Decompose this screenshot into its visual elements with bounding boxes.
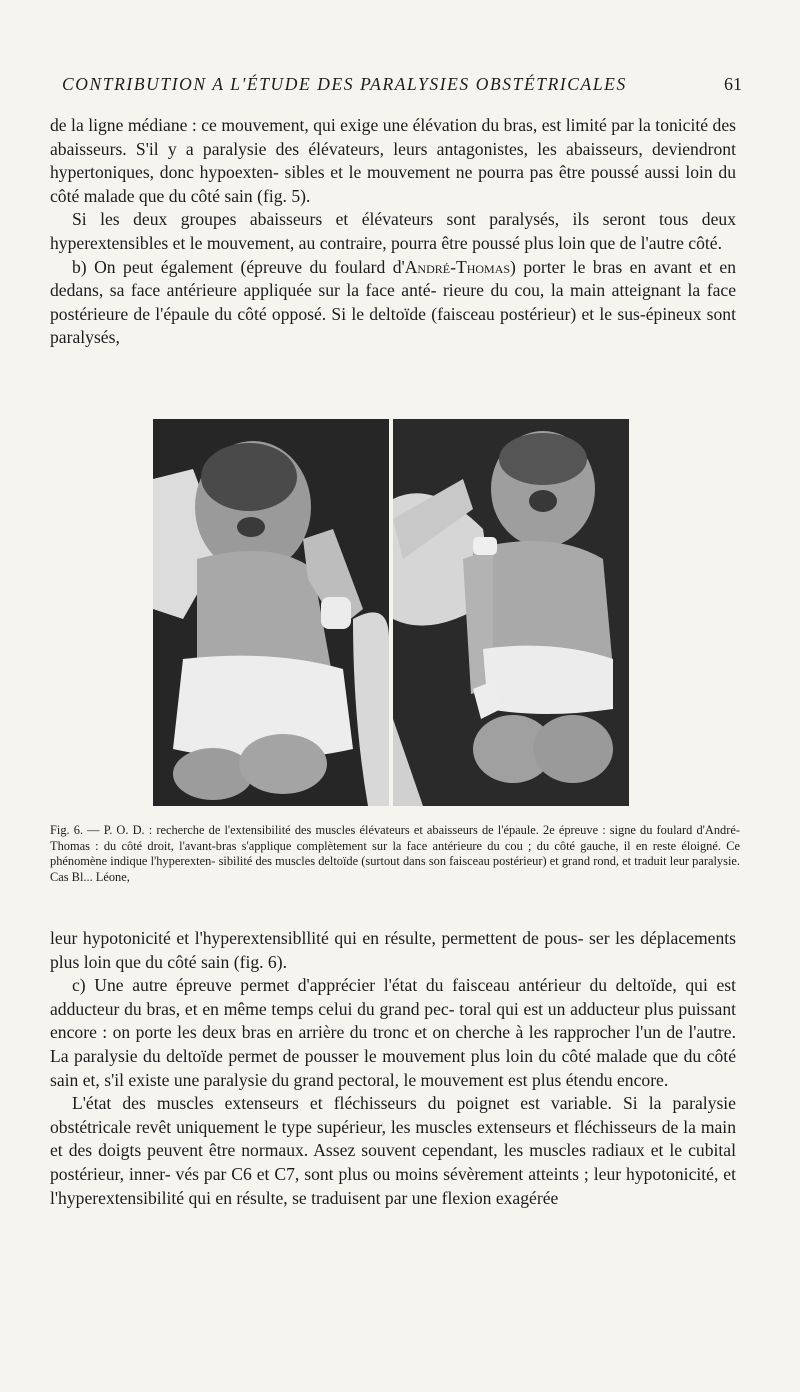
paragraph: de la ligne médiane : ce mouvement, qui exige une élévation du bras, est limité par la tonicité des abaisseurs. S'il y a paralysie des élévateurs, leurs antagonistes, les abaisseurs, deviendront hypertoniques, donc hypoexten- sibles et le mouvement ne pourra pas être poussé aussi loin du côté malade que du côté sain (fig. 5). <box>50 115 736 206</box>
text-block-top <box>50 114 736 350</box>
paragraph-b: b) On peut également (épreuve du foulard d'André-Thomas) porter le bras en avant et en dedans, sa face antérieure appliquée sur la face anté- rieure du cou, la main atteignant la face postérieure de l'épaule du côté opposé. Si le deltoïde (faisceau postérieur) et le sus-épineux sont paralysés, <box>50 256 736 348</box>
running-title: CONTRIBUTION A L'ÉTUDE DES PARALYSIES OBSTÉTRICALES <box>62 74 627 94</box>
figure-6 <box>153 419 629 806</box>
page-number: 61 <box>724 74 742 94</box>
figure-caption <box>50 823 740 885</box>
text-block-bottom <box>50 927 736 1210</box>
paragraph: Si les deux groupes abaisseurs et élévateurs sont paralysés, ils seront tous deux hyperextensibles et le mouvement, au contraire, pourra être poussé plus loin que de l'autre côté. <box>50 209 736 253</box>
running-header <box>62 74 742 95</box>
caption-text: recherche de l'extensibilité des muscles élévateurs et abaisseurs de l'épaule. 2e épreuve : signe du foulard d'André-Thomas : du côté droit, l'avant-bras s'applique complètement sur la face antérieure du cou ; du côté gauche, il en reste éloigné. Ce phénomène indique l'hyperexten- sibilité des muscles deltoïde (surtout dans son faisceau postérieur) et grand rond, et traduit leur paralysie. Cas Bl... Léone, <box>50 823 740 884</box>
paragraph: L'état des muscles extenseurs et fléchisseurs du poignet est variable. Si la paralysie obstétricale revêt uniquement le type supérieur, les muscles extenseurs et fléchisseurs de la main et des doigts peuvent être normaux. Assez souvent cependant, les muscles radiaux et le cubital postérieur, inner- vés par C6 et C7, sont plus ou moins sévèrement atteints ; leur hypotonicité, et l'hyperextensibilité qui en résulte, se traduisent par une flexion exagérée <box>50 1093 736 1208</box>
photo-left <box>153 419 389 806</box>
photo-right <box>393 419 629 806</box>
author-name: André-Thomas <box>404 256 511 277</box>
paragraph-c: c) Une autre épreuve permet d'apprécier l'état du faisceau antérieur du deltoïde, qui est adducteur du bras, et en même temps celui du grand pec- toral qui est un adducteur plus puissant encore : on porte les deux bras en arrière du tronc et on cherche à les rapprocher l'un de l'autre. La paralysie du deltoïde permet de pousser le mouvement plus loin du côté malade que du côté sain et, s'il existe une paralysie du grand pectoral, le mouvement est plus étendu encore. <box>50 975 736 1090</box>
paragraph: leur hypotonicité et l'hyperextensibllité qui en résulte, permettent de pous- ser les déplacements plus loin que du côté sain (fig. 6). <box>50 928 736 972</box>
figure-label: Fig. 6. — P. O. D. : <box>50 823 157 837</box>
